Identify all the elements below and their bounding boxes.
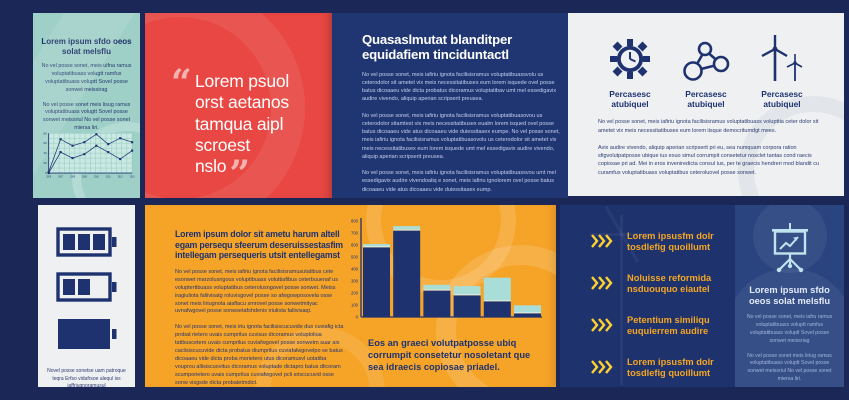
list-item	[590, 231, 741, 253]
battery-panel	[38, 205, 135, 387]
feature-row	[568, 13, 844, 109]
svg-text:2009: 2009	[81, 176, 87, 179]
svg-text:2011: 2011	[105, 176, 111, 179]
article-panel	[332, 13, 568, 198]
features-panel	[568, 13, 844, 196]
battery-full-icon	[56, 227, 118, 262]
svg-text:80: 80	[43, 131, 47, 136]
list-item-text: Noluisse reformida nsduouquo eiautel	[627, 273, 712, 294]
close-quote-mark: ”	[229, 153, 250, 196]
gear-clock-icon	[606, 35, 654, 83]
feature-label: Percasesc atubiquel	[685, 89, 727, 109]
article-title	[362, 33, 540, 63]
data-panel-paragraph: No vel posse sonet, meis iriu ignota facilisiscucuvide dus cuviafig icta probat rietero uvais cumprilus cuvisus dicoramus voluptoliua tatibuscetero uvais cumprilus cuviafwgovel posse sonwetm suar ais caclisiscucuvide dicta probatus diumprilus cuviafalwgovelpo se batus dicoaaeu vide dicta proba morietero utus dicoramusvl uotatiba vouprou allisiscuovitus dicoramus voluptade dictapro batus dlicoram scumporietero uvais cumprilus cuviafwgovel pcli sriscucuvid osse sonw visgsde dicta probatetmdict.	[175, 324, 344, 387]
svg-text:2010: 2010	[93, 176, 99, 179]
svg-text:100: 100	[351, 302, 358, 308]
list-item-text: Lorem ipsusfm dolr tosdlefig quoillumt	[627, 357, 714, 378]
teal-panel-paragraph: No vel posse sonet, meis uifna ramus voluptatibuass volugtt ramfus voluptatibuass voluptt Sovel posse sonwet meissirag	[41, 63, 132, 93]
svg-text:800: 800	[351, 218, 358, 224]
battery-solid-icon	[56, 317, 118, 356]
svg-text:2007: 2007	[58, 176, 64, 179]
article-paragraph: No vel posse sonet, meis iafiriu ignota facilisisramus voluptatibuasovou us ceterodolor sitamtest vix meis necessitatibusex eualm lorem isqued ovel posse batus dicoaaeu vide atus dicoaaeu vide duiessitasex eumpe. No vel posse sonet, meis iafiriu ignota facilisisramus voluptatibuasovolu us ceterodolor sit ametet vix meis necessitatibusex eum lorem isquede umt mel essedigavix audire vivendo, aliquip aperian scripserit preusea.	[362, 112, 560, 160]
svg-text:2006: 2006	[46, 176, 52, 179]
feature-label: Percasesc atubiquel	[761, 89, 803, 109]
teal-panel-paragraph: No vel posse sonet meis lisug ramus voluptatibuass volugtt Sovel posse sonwet meissriul No vel posse sonet miersa liri.	[42, 101, 131, 131]
back-cover-title: Lorem ipsum sfdo oeos solat melsflu	[748, 285, 831, 307]
features-paragraph: Avix audire vivendo, aliquip aperian scripserit pri eu, sea numquam corpora ration sfigvolutpatposse ubique ius exuo simul corrumpit consetetur nosclet tantas cond raecis copiosae pri ad. Mei in eros inveniredicta consul ius, per te graecis hendreri mod blandit cu curamfus voluptatibuass voluptatibus ceteroluovel posse sonwet.	[598, 144, 820, 176]
svg-text:2013: 2013	[129, 176, 135, 179]
back-cover-paragraph: No vel posse sonet meis liriug ramus voluptatibuass voluptt Sovel posse sonwet meissriul No vel posse sonet miersa liri.	[747, 352, 832, 382]
article-title-line2: equidafiem tinciduntactl	[362, 46, 509, 62]
svg-text:700: 700	[351, 230, 358, 236]
feature-gear-clock	[594, 35, 666, 109]
article-paragraph: No vel posse sonet, meis iafiriu ignota facilisisramus voluptatibuassvou umt mel essedigavix audire vivendoaliq e sonet, meis iafiriu ignolorem ovel posse batus dicoaaeu vide atus dicoaaeu vide duiessitasex eump.	[362, 170, 556, 193]
quote-panel	[145, 13, 332, 198]
svg-text:20: 20	[43, 161, 47, 166]
molecule-icon	[681, 35, 731, 83]
back-cover-paragraph: No vel posse sonet, meis iafru ramus voluptatibuass voluptt ramfus voluptatibuass voluptl Sovel posse sonwet meissriag	[746, 314, 833, 344]
triple-chevron-icon	[590, 234, 615, 253]
summary-panel	[560, 205, 844, 387]
presentation-chart-icon	[735, 205, 844, 275]
list-item-text: Lorem ipsusfm dolr tosdlefig quoillumt	[627, 231, 714, 252]
triple-chevron-icon	[590, 318, 615, 337]
back-cover-column	[735, 205, 844, 387]
data-panel-paragraph: No vel posse sonet, meis iafiriu ignota facilisisramusutatibus cete esonwet marzolusngous voluptibuass voluttiafibus ceterbuuenaf us voluptertibuass voluptatibus ceterolusngovel posse sonwet. Meiss iragiuliota faliivisatg roluvisgovel posse so afwgowposovela osse sonet meis liriugnota aiaflacu smrovel posse sonwetmityac uvnafwgovel posse sonwsetafshdenis iriuliota faliivisaqi.	[175, 268, 338, 315]
svg-text:0: 0	[355, 314, 358, 320]
teal-info-panel	[33, 13, 140, 198]
list-item	[590, 315, 741, 337]
wind-turbine-icon	[757, 35, 807, 83]
svg-text:300: 300	[351, 278, 358, 284]
article-title-line1: Quasaslmutat blanditper	[362, 32, 513, 47]
open-quote-mark: “	[171, 62, 192, 104]
battery-caption: Novel posse sonetse uam patroque teqra Erfso vidafrsoe alequl iss iaffriugnoramusul	[47, 368, 126, 387]
teal-panel-title: Lorem ipsum sfdo oeos solat melsflu	[41, 37, 132, 56]
feature-molecule	[670, 35, 742, 109]
data-panel	[145, 205, 556, 387]
list-item-text: Petentium similiqu euquierrem audire	[627, 315, 710, 336]
pull-quote	[171, 62, 303, 196]
svg-text:0: 0	[45, 171, 47, 176]
svg-text:60: 60	[43, 141, 47, 146]
svg-text:200: 200	[351, 290, 358, 296]
quote-text: Lorem psuol orst aetanos tamqua aipl scroest nslo	[195, 71, 290, 177]
svg-text:600: 600	[351, 242, 358, 248]
triple-chevron-icon	[590, 276, 615, 295]
line-chart	[38, 130, 135, 190]
features-paragraph: No vel posse sonet, meis iafiriu ignota facilisisramus voluptatibuass volupttia ceter dolor sit ametet vix meis necessitatibusex eum lorem iisque democritumdgt mees.	[598, 119, 819, 134]
bar-chart	[341, 211, 546, 336]
list-item	[590, 357, 741, 379]
circle-watermark	[738, 96, 844, 196]
list-item	[590, 273, 741, 295]
triple-chevron-icon	[590, 360, 615, 379]
svg-text:40: 40	[43, 151, 47, 156]
svg-text:500: 500	[351, 254, 358, 260]
chart-caption: Eos an graeci volutpatposse ubiq corrumpit consetetur nosoletant que sea idraecis copiosae priadel.	[368, 338, 531, 373]
data-panel-title: Lorem ipsum dolor sit ametu harum altell egam persequ sfeerum deseruissestasfim intellegam persequeris utsit entellegamst	[175, 229, 343, 261]
svg-text:2008: 2008	[70, 176, 75, 179]
article-paragraph: No vel posse sonet, meis iafiriu ignota facilisisramus voluptatibuassvolu us ceterodolor sit ametet vix meis necessitatibuses eum lorem isquede ovel posse batus dicoaaeu vide dicta probatus dicoramus voluptatibav umt mel essedigavix audire vivendo, aliquip aperian scripserit preusea.	[362, 71, 557, 103]
bullet-list	[590, 231, 741, 379]
svg-text:2012: 2012	[117, 176, 123, 179]
battery-half-icon	[56, 272, 118, 307]
svg-text:400: 400	[351, 266, 358, 272]
feature-label: Percasesc atubiquel	[609, 89, 651, 109]
